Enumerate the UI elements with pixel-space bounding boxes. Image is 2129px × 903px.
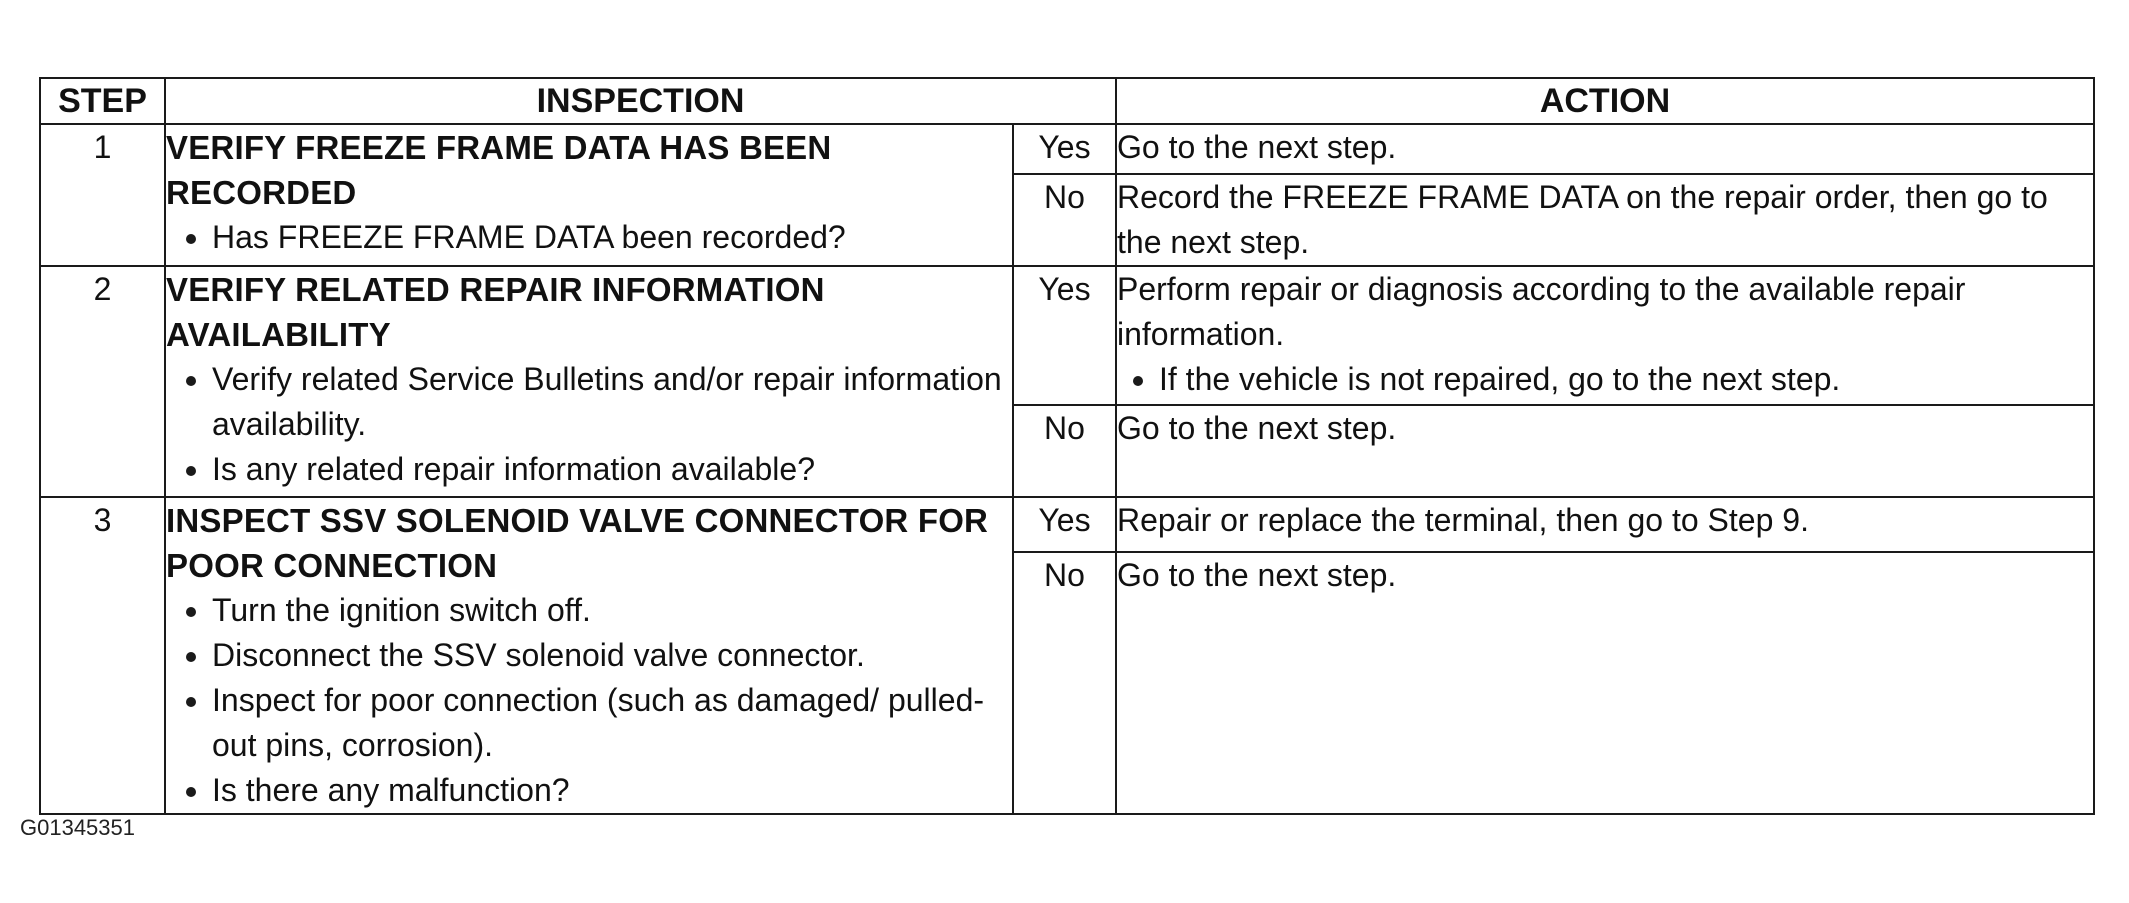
diagnostic-table: [39, 77, 2095, 815]
inspection-cell: [165, 266, 1013, 497]
yes-action: Perform repair or diagnosis according to the available repair information.: [1117, 271, 1966, 352]
bullet-icon: [186, 234, 196, 244]
bullet-icon: [186, 697, 196, 707]
inspection-cell: [165, 124, 1013, 266]
no-label: No: [1013, 174, 1116, 266]
step-number: 2: [40, 266, 165, 497]
no-action: Record the FREEZE FRAME DATA on the repair order, then go to the next step.: [1116, 174, 2094, 266]
bullet-icon: [186, 787, 196, 797]
no-action: Go to the next step.: [1116, 552, 2094, 814]
header-action: ACTION: [1116, 78, 2094, 124]
figure-id: G01345351: [20, 815, 135, 840]
step-number: 3: [40, 497, 165, 814]
check-list: [166, 357, 1012, 492]
yes-action-cell: [1116, 266, 2094, 405]
action-list: [1117, 357, 2093, 402]
inspection-cell: [165, 497, 1013, 814]
check-item: Inspect for poor connection (such as damaged/ pulled-out pins, corrosion).: [166, 678, 1012, 768]
yes-label: Yes: [1013, 497, 1116, 552]
check-item: Is there any malfunction?: [166, 768, 1012, 813]
yes-label: Yes: [1013, 124, 1116, 174]
bullet-icon: [186, 376, 196, 386]
no-label: No: [1013, 552, 1116, 814]
table-row: [40, 497, 2094, 552]
check-item: Has FREEZE FRAME DATA been recorded?: [166, 215, 1012, 260]
table-row: [40, 266, 2094, 405]
no-action: Go to the next step.: [1116, 405, 2094, 497]
yes-action: Repair or replace the terminal, then go to Step 9.: [1116, 497, 2094, 552]
no-label: No: [1013, 405, 1116, 497]
action-item: If the vehicle is not repaired, go to the next step.: [1117, 357, 2093, 402]
bullet-icon: [1133, 376, 1143, 386]
yes-action: Go to the next step.: [1116, 124, 2094, 174]
bullet-icon: [186, 652, 196, 662]
step-number: 1: [40, 124, 165, 266]
inspection-title: INSPECT SSV SOLENOID VALVE CONNECTOR FOR POOR CONNECTION: [166, 502, 989, 584]
yes-label: Yes: [1013, 266, 1116, 405]
table-header-row: [40, 78, 2094, 124]
header-inspection: INSPECTION: [165, 78, 1116, 124]
check-list: [166, 215, 1012, 260]
table-row: [40, 124, 2094, 174]
check-item: Is any related repair information available?: [166, 447, 1012, 492]
check-list: [166, 588, 1012, 813]
bullet-icon: [186, 607, 196, 617]
header-step: STEP: [40, 78, 165, 124]
inspection-title: VERIFY RELATED REPAIR INFORMATION AVAILABILITY: [166, 271, 825, 353]
check-item: Verify related Service Bulletins and/or repair information availability.: [166, 357, 1012, 447]
bullet-icon: [186, 466, 196, 476]
check-item: Disconnect the SSV solenoid valve connector.: [166, 633, 1012, 678]
check-item: Turn the ignition switch off.: [166, 588, 1012, 633]
inspection-title: VERIFY FREEZE FRAME DATA HAS BEEN RECORDED: [166, 129, 832, 211]
